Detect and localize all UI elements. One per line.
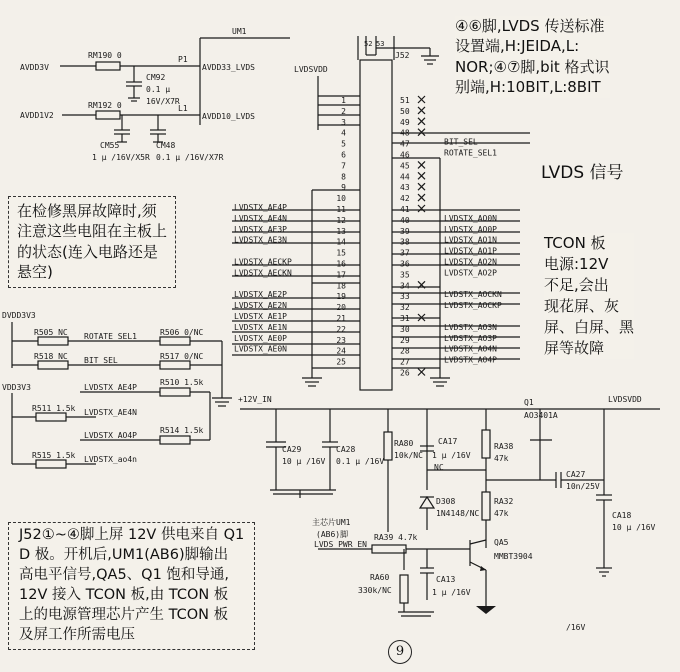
- pin-number: 43: [400, 183, 410, 193]
- partial-16v: /16V: [566, 623, 586, 632]
- pin-number: 4: [341, 128, 346, 138]
- cm55-val: 1 μ /16V/X5R: [92, 153, 150, 162]
- net-label: LVDSTX_AE2P: [234, 290, 287, 300]
- um1-name: UM1: [232, 27, 247, 36]
- um1-p1: P1: [178, 55, 188, 64]
- ca28-val: 0.1 μ /16V: [336, 457, 385, 466]
- ca17-val2: NC: [434, 463, 444, 472]
- net-label: LVDSTX_AE3N: [234, 235, 287, 245]
- r518: R518 NC: [34, 352, 68, 361]
- ca27-val: 10n/25V: [566, 482, 600, 491]
- bit-sel-net: BIT_SEL: [84, 356, 118, 365]
- pin-number: 3: [341, 117, 346, 127]
- um1-pin-label: 主芯片UM1: [312, 518, 351, 527]
- net-label: LVDSTX_AE1N: [234, 322, 287, 332]
- note-line: TCON 板: [544, 234, 606, 252]
- pin-number: 12: [336, 215, 346, 225]
- pin-number: 48: [400, 128, 410, 138]
- net-label: LVDSTX_AO3N: [444, 322, 497, 332]
- ca18: CA18: [612, 511, 632, 520]
- net-label: LVDSTX_AECKP: [234, 257, 292, 267]
- pin-number: 50: [400, 106, 410, 116]
- pin-number: 40: [400, 215, 410, 225]
- pin-number: 2: [341, 106, 346, 116]
- ra38-val: 47k: [494, 454, 509, 463]
- pin-number: 23: [336, 335, 346, 345]
- pin-number: 21: [336, 314, 346, 323]
- net-label: LVDSTX_AO3P: [444, 333, 497, 343]
- ae4n-net: LVDSTX_AE4N: [84, 408, 137, 417]
- no-connect-mark: [418, 183, 425, 190]
- lvds-signal-label: LVDS 信号: [541, 163, 624, 183]
- net-label: LVDSTX_AO0N: [444, 213, 497, 223]
- note-line: 上的电源管理芯片产生 TCON 板: [19, 607, 229, 623]
- pin-number: 37: [400, 248, 410, 258]
- ab6-label: (AB6)脚: [316, 530, 349, 539]
- pin-number: 8: [341, 172, 346, 182]
- no-connect-mark: [418, 118, 425, 125]
- ra60-val: 330k/NC: [358, 586, 392, 595]
- no-connect-mark: [418, 107, 425, 114]
- lvdsvdd-label: LVDSVDD: [294, 65, 328, 74]
- rotate-sel1-net: ROTATE_SEL1: [84, 332, 137, 341]
- no-connect-mark: [418, 96, 425, 103]
- note-line: D 极。开机后,UM1(AB6)脚输出: [19, 547, 229, 563]
- pin-number: 10: [336, 194, 346, 204]
- r517: R517 0/NC: [160, 352, 204, 361]
- pin-number: 25: [336, 357, 346, 367]
- ca27: CA27: [566, 470, 586, 479]
- r506: R506 0/NC: [160, 328, 204, 337]
- pin-number: 13: [336, 226, 346, 236]
- net-label: LVDSTX_AO4P: [444, 355, 497, 365]
- r511: R511 1.5k: [32, 404, 76, 413]
- net-label: LVDSTX_AO2P: [444, 268, 497, 278]
- ca29-val: 10 μ /16V: [282, 457, 326, 466]
- pin-number: 36: [400, 259, 410, 269]
- q1: Q1: [524, 398, 534, 407]
- net-label: ROTATE_SEL1: [444, 148, 497, 158]
- note-line: 的状态(连入电路还是: [17, 242, 158, 261]
- pin-number: 33: [400, 292, 410, 302]
- d308: D308: [436, 497, 456, 506]
- ra80-val: 10k/NC: [394, 451, 423, 460]
- pin-number: 49: [400, 117, 410, 127]
- ra60: RA60: [370, 573, 390, 582]
- ra80: RA80: [394, 439, 414, 448]
- ao4p-net: LVDSTX_AO4P: [84, 431, 137, 440]
- note-power-path: [8, 522, 255, 650]
- pin-number: 38: [400, 237, 410, 247]
- note-line: 屏等故障: [544, 339, 605, 357]
- r505: R505_NC: [34, 328, 68, 337]
- ca28: CA28: [336, 445, 356, 454]
- no-connect-mark: [418, 369, 425, 376]
- net-label: LVDSTX_AE2N: [234, 301, 287, 311]
- vdd3v3: VDD3V3: [2, 383, 31, 392]
- note-line: 不足,会出: [544, 276, 609, 294]
- cm48-val: 0.1 μ /16V/X7R: [156, 153, 224, 162]
- pin-number: 29: [400, 335, 410, 345]
- no-connect-mark: [418, 194, 425, 201]
- avdd33-lvds: AVDD33_LVDS: [202, 63, 255, 72]
- net-label: LVDSTX_AE3P: [234, 224, 287, 234]
- pin-number: 16: [336, 259, 346, 269]
- cm48: CM48: [156, 141, 176, 150]
- ra39: RA39 4.7k: [374, 533, 418, 542]
- note-resistor-check: [8, 196, 176, 288]
- r510: R510 1.5k: [160, 378, 204, 387]
- avdd10-lvds: AVDD10_LVDS: [202, 112, 255, 121]
- avdd1v2: AVDD1V2: [20, 111, 54, 120]
- net-label: LVDSTX_AE4P: [234, 203, 287, 212]
- no-connect-mark: [418, 172, 425, 179]
- note-line: 及屏工作所需电压: [19, 627, 135, 643]
- note-line: 现花屏、灰: [544, 297, 620, 315]
- pin-number: 9: [341, 183, 346, 193]
- pin-number: 51: [400, 96, 410, 105]
- net-label: LVDSTX_AE1P: [234, 312, 287, 321]
- note-tcon-power: [544, 233, 634, 359]
- no-connect-mark: [418, 205, 425, 212]
- pin-number: 20: [336, 303, 346, 313]
- pwr-en: LVDS_PWR_EN: [314, 540, 367, 549]
- net-label: LVDSTX_AO2N: [444, 257, 497, 267]
- note-lvds-standard: [455, 16, 610, 98]
- cm92-val2: 16V/X7R: [146, 97, 180, 106]
- no-connect-mark: [418, 129, 425, 136]
- ae4p-net: LVDSTX_AE4P: [84, 383, 137, 392]
- pin-number: 6: [341, 150, 346, 160]
- pin-number: 34: [400, 281, 410, 291]
- pin-number: 15: [336, 248, 346, 258]
- ca17-val1: 1 μ /16V: [432, 451, 471, 460]
- pin-number: 1: [341, 96, 346, 105]
- pin-number: 30: [400, 324, 410, 334]
- cm92-val1: 0.1 μ: [146, 85, 171, 94]
- ra32: RA32: [494, 497, 514, 506]
- d308-val: 1N4148/NC: [436, 509, 480, 518]
- page-number: 9: [388, 640, 412, 664]
- pin-number: 41: [400, 205, 410, 214]
- net-label: LVDSTX_AO0P: [444, 224, 497, 234]
- no-connect-mark: [418, 281, 425, 288]
- qa5: QA5: [494, 538, 509, 547]
- note-line: J52①~④脚上屏 12V 供电来自 Q1: [19, 527, 245, 543]
- avdd3v: AVDD3V: [20, 63, 49, 72]
- pin-number: 17: [336, 270, 346, 280]
- note-line: 在检修黑屏故障时,须: [17, 202, 157, 220]
- net-label: LVDSTX_AO1N: [444, 235, 497, 245]
- j52-right-pins: [400, 96, 502, 378]
- net-label: LVDSTX_AE4N: [234, 213, 287, 223]
- pin-number: 24: [336, 346, 346, 356]
- pin-number: 47: [400, 139, 410, 149]
- ca13-val: 1 μ /16V: [432, 588, 471, 597]
- dvdd3v3: DVDD3V3: [2, 311, 36, 320]
- net-label: LVDSTX_AO1P: [444, 246, 497, 256]
- pin-number: 39: [400, 226, 410, 236]
- ao4n-net: LVDSTX_ao4n: [84, 455, 137, 464]
- net-label: LVDSTX_AECKN: [234, 268, 292, 278]
- pin-number: 5: [341, 139, 346, 149]
- cm55: CM55: [100, 141, 120, 150]
- j52-left-pins: [234, 96, 346, 367]
- note-line: 设置端,H:JEIDA,L:: [455, 37, 580, 56]
- pin-53: 53: [376, 40, 385, 48]
- note-line: 12V 接入 TCON 板,由 TCON 板: [19, 587, 229, 603]
- ra32-val: 47k: [494, 509, 509, 518]
- pin-number: 22: [336, 324, 346, 334]
- pin-number: 7: [341, 161, 346, 171]
- pin-number: 32: [400, 303, 410, 313]
- net-label: BIT_SEL: [444, 137, 478, 147]
- no-connect-mark: [418, 161, 425, 168]
- pin-number: 45: [400, 161, 410, 171]
- pin-number: 18: [336, 281, 346, 291]
- pin-number: 44: [400, 172, 410, 182]
- v12-in: +12V_IN: [238, 395, 272, 404]
- note-line: NOR;④⑦脚,bit 格式识: [455, 57, 610, 76]
- ra38: RA38: [494, 442, 514, 451]
- pin-number: 46: [400, 150, 410, 160]
- pin-number: 11: [336, 205, 346, 214]
- net-label: LVDSTX_AOCKN: [444, 290, 502, 300]
- ca13: CA13: [436, 575, 456, 584]
- no-connect-mark: [418, 314, 425, 321]
- q1-part: AO3401A: [524, 411, 558, 420]
- net-label: LVDSTX_AE0P: [234, 333, 287, 343]
- pin-number: 31: [400, 314, 410, 323]
- um1-l1: L1: [178, 104, 188, 113]
- note-line: 电源:12V: [544, 255, 609, 273]
- note-line: 别端,H:10BIT,L:8BIT: [455, 78, 601, 97]
- note-line: 注意这些电阻在主板上: [17, 222, 168, 241]
- pin-number: 28: [400, 346, 410, 356]
- r514: R514 1.5k: [160, 426, 204, 435]
- note-line: ④⑥脚,LVDS 传送标准: [455, 17, 605, 35]
- pin-number: 19: [336, 292, 346, 302]
- rm190: RM190 0: [88, 51, 122, 60]
- note-line: 屏、白屏、黑: [544, 318, 635, 336]
- pin-number: 14: [336, 237, 346, 247]
- note-line: 悬空): [17, 263, 53, 282]
- rm192: RM192 0: [88, 101, 122, 110]
- net-label: LVDSTX_AO4N: [444, 344, 497, 354]
- connector-name: J52: [395, 51, 410, 60]
- ca18-val: 10 μ /16V: [612, 523, 656, 532]
- pin-number: 42: [400, 194, 410, 204]
- ca29: CA29: [282, 445, 302, 454]
- r515: R515 1.5k: [32, 451, 76, 460]
- pin-52: 52: [364, 40, 373, 48]
- net-label: LVDSTX_AE0N: [234, 344, 287, 354]
- pin-number: 26: [400, 368, 410, 378]
- pin-number: 27: [400, 357, 410, 367]
- cm92: CM92: [146, 73, 166, 82]
- pin-number: 35: [400, 270, 410, 280]
- ca17: CA17: [438, 437, 458, 446]
- qa5-part: MMBT3904: [494, 552, 533, 561]
- lvdsvdd-out: LVDSVDD: [608, 395, 642, 404]
- note-line: 高电平信号,QA5、Q1 饱和导通,: [19, 567, 230, 583]
- net-label: LVDSTX_AOCKP: [444, 301, 502, 311]
